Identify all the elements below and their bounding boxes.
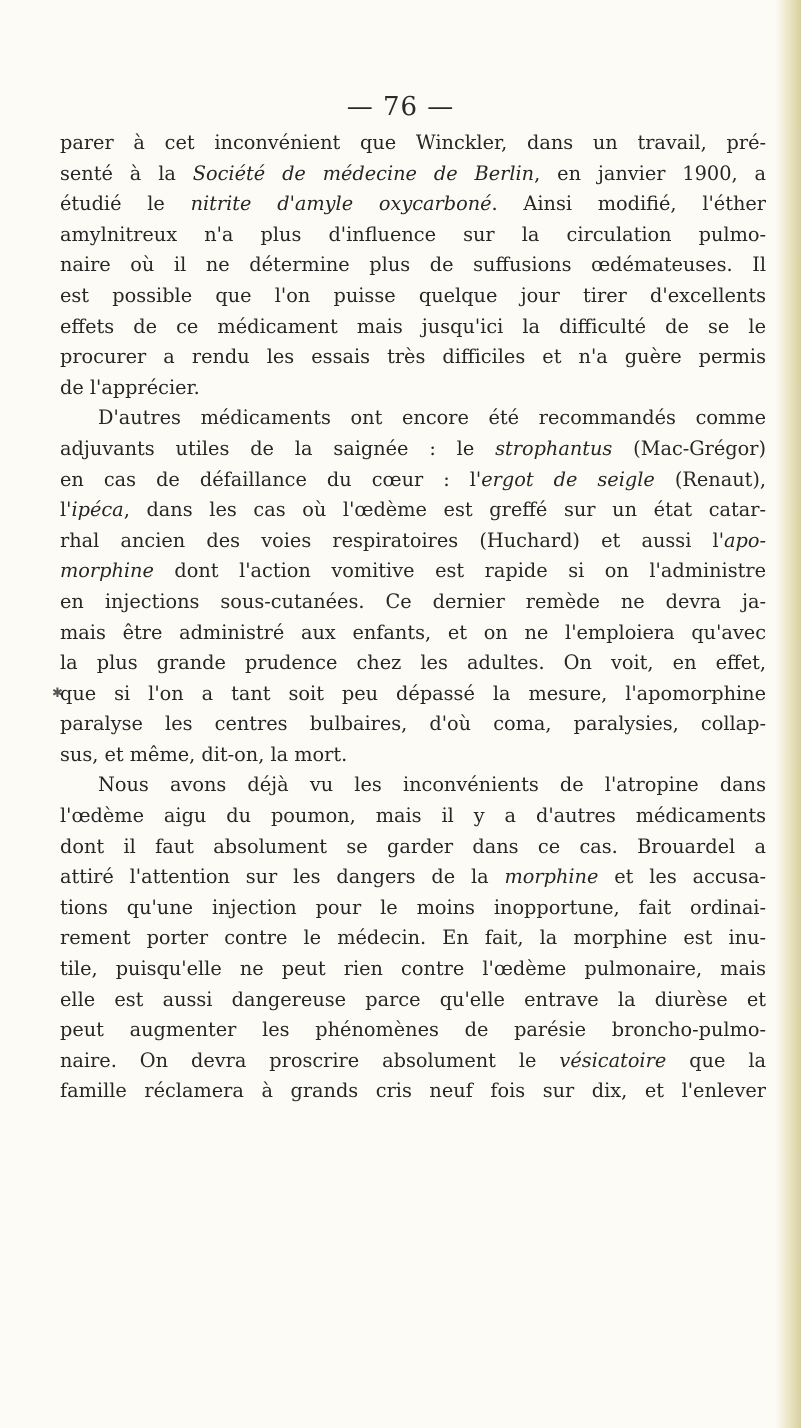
text-segment: est possible que l'on puisse quelque jour tirer d'excellents <box>60 283 766 307</box>
text-line <box>60 342 766 373</box>
text-segment: tile, puisqu'elle ne peut rien contre l'œdème pulmonaire, mais <box>60 957 766 981</box>
text-segment: en injections sous-cutanées. Ce dernier remède ne devra ja- <box>60 589 766 613</box>
text-segment: rhal ancien des voies respiratoires (Huchard) et aussi l' <box>60 528 725 552</box>
text-line <box>60 434 766 465</box>
text-line <box>60 373 766 404</box>
text-line <box>60 801 766 832</box>
text-segment: Nous avons déjà vu les inconvénients de l'atropine dans <box>98 773 766 797</box>
text-segment: l' <box>60 498 72 522</box>
text-line <box>60 954 766 985</box>
text-segment: effets de ce médicament mais jusqu'ici la difficulté de se le <box>60 314 766 338</box>
text-segment: dont il faut absolument se garder dans ce cas. Brouardel a <box>60 834 766 858</box>
text-segment: la plus grande prudence chez les adultes. On voit, en effet, <box>60 651 766 675</box>
text-line <box>60 159 766 190</box>
text-line <box>60 709 766 740</box>
text-line <box>60 862 766 893</box>
text-segment: procurer a rendu les essais très difficiles et n'a guère permis <box>60 345 766 369</box>
text-line <box>60 679 766 710</box>
text-line <box>60 1015 766 1046</box>
text-line <box>60 832 766 863</box>
page-edge <box>775 0 801 1428</box>
italic-term: vésicatoire <box>559 1048 667 1072</box>
text-line <box>60 893 766 924</box>
text-segment: paralyse les centres bulbaires, d'où coma, paralysies, collap- <box>60 712 766 736</box>
text-line <box>60 403 766 434</box>
text-line <box>60 556 766 587</box>
text-segment: que si l'on a tant soit peu dépassé la mesure, l'apomorphine <box>60 681 766 705</box>
text-line <box>60 495 766 526</box>
italic-term: morphine <box>504 865 599 889</box>
text-line <box>60 770 766 801</box>
text-segment: naire où il ne détermine plus de suffusions œdémateuses. Il <box>60 253 766 277</box>
italic-term: apo- <box>724 528 766 552</box>
text-segment: (Renaut), <box>654 467 767 491</box>
italic-term: nitrite d'amyle oxycarboné <box>190 192 492 216</box>
text-line <box>60 923 766 954</box>
text-line <box>60 189 766 220</box>
italic-term: Société de médecine de Berlin <box>192 161 535 185</box>
text-segment: mais être administré aux enfants, et on ne l'emploiera qu'avec <box>60 620 766 644</box>
text-segment: et les accusa- <box>598 865 766 889</box>
text-line <box>60 312 766 343</box>
text-segment: famille réclamera à grands cris neuf fois sur dix, et l'enlever <box>60 1079 766 1103</box>
text-line <box>60 128 766 159</box>
text-line <box>60 526 766 557</box>
stray-mark: ✱ <box>52 686 63 701</box>
body-text <box>60 128 766 1107</box>
text-segment: attiré l'attention sur les dangers de la <box>60 865 505 889</box>
text-line <box>60 740 766 771</box>
text-segment: naire. On devra proscrire absolument le <box>60 1048 560 1072</box>
text-segment: l'œdème aigu du poumon, mais il y a d'autres médicaments <box>60 804 766 828</box>
text-line <box>60 465 766 496</box>
text-line <box>60 1076 766 1107</box>
italic-term: morphine <box>60 559 154 583</box>
text-segment: tions qu'une injection pour le moins inopportune, fait ordinai- <box>60 895 766 919</box>
text-segment: D'autres médicaments ont encore été recommandés comme <box>98 406 766 430</box>
text-line <box>60 587 766 618</box>
text-line <box>60 618 766 649</box>
text-segment: peut augmenter les phénomènes de parésie broncho-pulmo- <box>60 1018 766 1042</box>
text-line <box>60 281 766 312</box>
text-segment: , en janvier 1900, a <box>534 161 766 185</box>
text-segment: elle est aussi dangereuse parce qu'elle entrave la diurèse et <box>60 987 766 1011</box>
text-segment: (Mac-Grégor) <box>612 436 766 460</box>
text-segment: de l'apprécier. <box>60 375 200 399</box>
text-segment: rement porter contre le médecin. En fait, la morphine est inu- <box>60 926 766 950</box>
text-segment: amylnitreux n'a plus d'influence sur la circulation pulmo- <box>60 222 766 246</box>
text-line <box>60 1046 766 1077</box>
text-line <box>60 648 766 679</box>
text-segment: sus, et même, dit-on, la mort. <box>60 742 348 766</box>
text-segment: , dans les cas où l'œdème est greffé sur un état catar- <box>123 498 766 522</box>
text-segment: parer à cet inconvénient que Winckler, dans un travail, pré- <box>60 131 766 154</box>
text-segment: senté à la <box>60 161 193 185</box>
text-segment: . Ainsi modifié, l'éther <box>491 192 766 216</box>
text-line <box>60 985 766 1016</box>
italic-term: strophantus <box>495 436 613 460</box>
text-line <box>60 250 766 281</box>
text-segment: étudié le <box>60 192 191 216</box>
italic-term: ergot de seigle <box>481 467 655 491</box>
text-line <box>60 220 766 251</box>
text-segment: en cas de défaillance du cœur : l' <box>60 467 482 491</box>
text-segment: dont l'action vomitive est rapide si on l'administre <box>153 559 766 583</box>
italic-term: ipéca <box>71 498 124 522</box>
text-segment: adjuvants utiles de la saignée : le <box>60 436 496 460</box>
text-segment: que la <box>666 1048 766 1072</box>
page-number: — 76 — <box>346 92 455 122</box>
